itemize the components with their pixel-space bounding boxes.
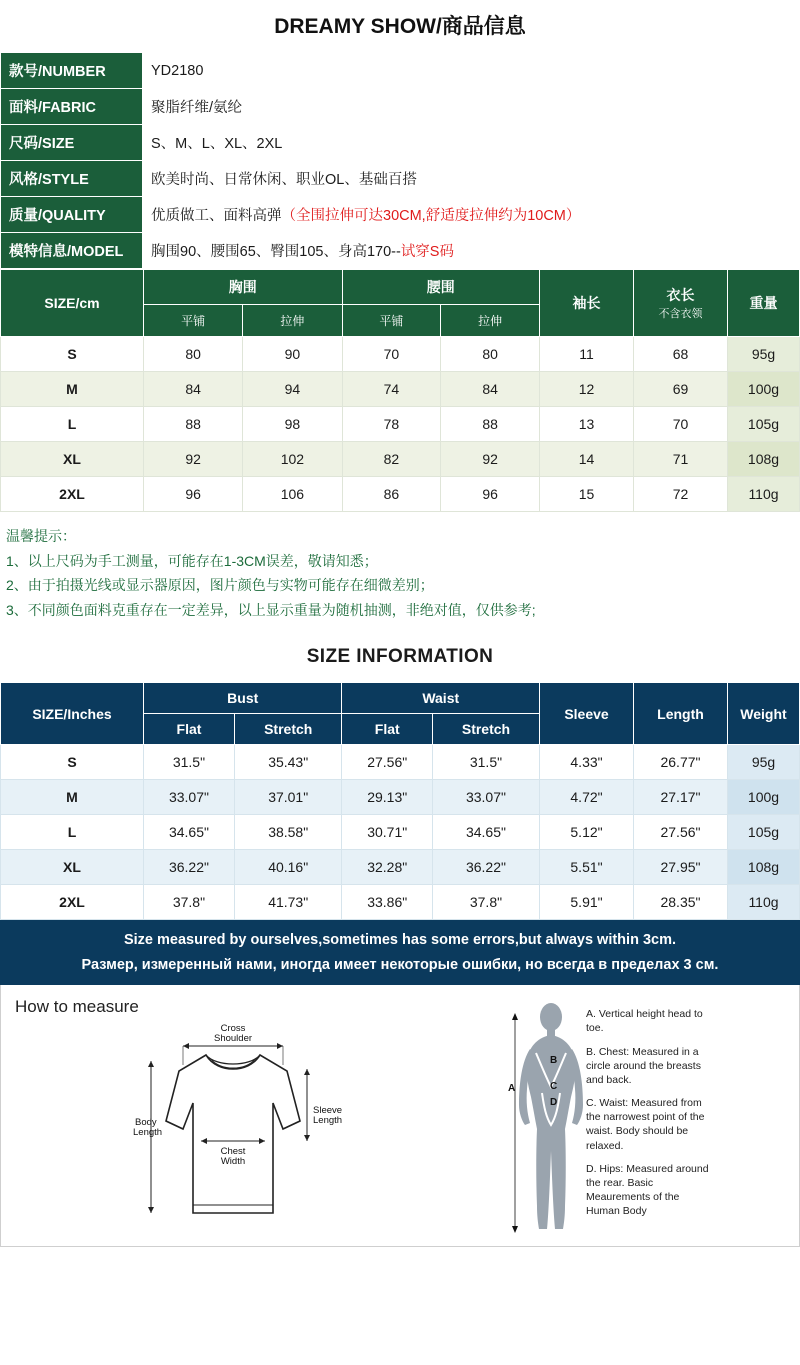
info-label-quality: 质量/QUALITY: [1, 197, 143, 233]
cell-waist-stretch: 37.8": [432, 885, 539, 920]
cell-weight: 110g: [728, 885, 800, 920]
svg-text:Shoulder: Shoulder: [213, 1033, 253, 1045]
cell-size: S: [1, 337, 144, 372]
page-title-cn: DREAMY SHOW/商品信息: [274, 15, 526, 38]
cell-bust-stretch: 40.16": [234, 850, 342, 885]
cell-weight: 108g: [728, 850, 800, 885]
cell-size: S: [1, 745, 144, 780]
col-sleeve-in: Sleeve: [540, 683, 634, 745]
cell-size: M: [1, 780, 144, 815]
cell-sleeve: 4.33": [540, 745, 634, 780]
cell-waist-flat: 82: [342, 442, 441, 477]
info-value-fabric: 聚脂纤维/氨纶: [143, 89, 800, 125]
col-length-in: Length: [634, 683, 728, 745]
model-note: 试穿S码: [400, 244, 454, 260]
quality-note: （全围拉伸可达30CM,舒适度拉伸约为10CM）: [281, 208, 581, 224]
size-chart-inches: [0, 682, 800, 920]
table-row: [1, 89, 800, 125]
col-length-cm: [634, 270, 728, 337]
col-bust-stretch-in: Stretch: [234, 714, 342, 745]
cell-length: 27.95": [634, 850, 728, 885]
info-label-fabric: 面料/FABRIC: [1, 89, 143, 125]
col-weight-cm: 重量: [728, 270, 800, 337]
cell-weight: 95g: [728, 337, 800, 372]
col-weight-in: Weight: [728, 683, 800, 745]
cell-bust-stretch: 102: [243, 442, 342, 477]
col-bust-in: Bust: [144, 683, 342, 714]
cell-waist-stretch: 36.22": [432, 850, 539, 885]
cell-bust-flat: 33.07": [144, 780, 235, 815]
info-label-number: 款号/NUMBER: [1, 53, 143, 89]
cell-size: XL: [1, 442, 144, 477]
cell-sleeve: 14: [540, 442, 634, 477]
table-row: [1, 850, 800, 885]
cell-waist-flat: 30.71": [342, 815, 432, 850]
cell-weight: 110g: [728, 477, 800, 512]
warm-tips-line-2: 2、由于拍摄光线或显示器原因，图片颜色与实物可能存在细微差别；: [6, 577, 434, 593]
garment-diagram: [121, 1013, 381, 1228]
col-bust-flat-in: Flat: [144, 714, 235, 745]
measure-disclaimer-banner: [0, 920, 800, 985]
cell-bust-flat: 80: [144, 337, 243, 372]
info-value-number: YD2180: [143, 53, 800, 89]
col-size-cm: SIZE/cm: [1, 270, 144, 337]
cell-bust-flat: 88: [144, 407, 243, 442]
warm-tips-title: 温馨提示：: [6, 528, 76, 544]
cell-length: 69: [634, 372, 728, 407]
cell-waist-flat: 70: [342, 337, 441, 372]
cell-waist-flat: 29.13": [342, 780, 432, 815]
svg-text:Length: Length: [133, 1127, 163, 1139]
table-row: [1, 477, 800, 512]
cell-bust-stretch: 98: [243, 407, 342, 442]
cell-bust-stretch: 41.73": [234, 885, 342, 920]
cell-size: M: [1, 372, 144, 407]
page-title-en: SIZE INFORMATION: [306, 646, 494, 667]
cell-waist-stretch: 88: [441, 407, 540, 442]
col-length-cm-sub: 不含衣领: [658, 308, 703, 320]
cell-weight: 105g: [728, 815, 800, 850]
cell-size: 2XL: [1, 885, 144, 920]
cell-weight: 108g: [728, 442, 800, 477]
svg-text:C: C: [550, 1081, 558, 1093]
svg-text:D: D: [550, 1097, 558, 1109]
cell-weight: 100g: [728, 372, 800, 407]
cell-waist-flat: 86: [342, 477, 441, 512]
cell-bust-flat: 84: [144, 372, 243, 407]
cell-length: 72: [634, 477, 728, 512]
info-value-quality: [143, 197, 800, 233]
table-row: [1, 197, 800, 233]
product-info-table: [0, 52, 800, 269]
cell-bust-flat: 36.22": [144, 850, 235, 885]
cell-sleeve: 5.91": [540, 885, 634, 920]
cell-waist-stretch: 92: [441, 442, 540, 477]
cell-waist-stretch: 80: [441, 337, 540, 372]
col-bust-cm: 胸围: [144, 270, 343, 305]
table-row: [1, 337, 800, 372]
svg-text:Chest: Chest: [220, 1146, 246, 1158]
body-measurement-diagram: [506, 1001, 596, 1236]
col-waist-stretch-in: Stretch: [432, 714, 539, 745]
cell-waist-stretch: 31.5": [432, 745, 539, 780]
table-row: [1, 53, 800, 89]
col-bust-flat-cm: 平铺: [144, 305, 243, 337]
cell-bust-flat: 31.5": [144, 745, 235, 780]
table-header-row: [1, 683, 800, 714]
col-size-in: SIZE/Inches: [1, 683, 144, 745]
cell-sleeve: 13: [540, 407, 634, 442]
cell-sleeve: 4.72": [540, 780, 634, 815]
size-chart-cm: [0, 269, 800, 512]
cell-size: XL: [1, 850, 144, 885]
how-to-measure-section: [0, 985, 800, 1247]
how-to-measure-title: How to measure: [15, 997, 139, 1017]
col-bust-stretch-cm: 拉伸: [243, 305, 342, 337]
svg-text:Sleeve: Sleeve: [313, 1105, 343, 1117]
info-label-style: 风格/STYLE: [1, 161, 143, 197]
info-label-size: 尺码/SIZE: [1, 125, 143, 161]
cell-waist-stretch: 84: [441, 372, 540, 407]
col-length-cm-main: 衣长: [666, 287, 695, 303]
legend-item-c: C. Waist: Measured from the narrowest point of the waist. Body should be relaxed.: [586, 1097, 705, 1152]
warm-tips: [0, 512, 800, 628]
col-waist-flat-in: Flat: [342, 714, 432, 745]
legend-item-d: D. Hips: Measured around the rear. Basic Meaurements of the Human Body: [586, 1162, 709, 1218]
info-value-size: S、M、L、XL、2XL: [143, 125, 800, 161]
info-label-model: 模特信息/MODEL: [1, 233, 143, 269]
warm-tips-line-1: 1、以上尺码为手工测量，可能存在1-3CM误差，敬请知悉；: [6, 552, 378, 569]
svg-text:Cross: Cross: [220, 1023, 246, 1035]
table-header-row: [1, 270, 800, 305]
cell-sleeve: 11: [540, 337, 634, 372]
svg-text:B: B: [550, 1055, 558, 1067]
cell-weight: 100g: [728, 780, 800, 815]
col-waist-flat-cm: 平铺: [342, 305, 441, 337]
info-value-model: [143, 233, 800, 269]
col-waist-cm: 腰围: [342, 270, 540, 305]
cell-bust-flat: 34.65": [144, 815, 235, 850]
warm-tips-line-3: 3、不同颜色面料克重存在一定差异，以上显示重量为随机抽测，非绝对值，仅供参考;: [6, 601, 536, 618]
model-text: 胸围90、腰围65、臀围105、身高170--: [151, 244, 401, 260]
cell-bust-stretch: 38.58": [234, 815, 342, 850]
measurement-legend: [586, 1007, 716, 1227]
cell-bust-flat: 37.8": [144, 885, 235, 920]
table-row: [1, 815, 800, 850]
cell-weight: 95g: [728, 745, 800, 780]
cell-bust-stretch: 106: [243, 477, 342, 512]
cell-length: 70: [634, 407, 728, 442]
cell-length: 26.77": [634, 745, 728, 780]
legend-item-b: B. Chest: Measured in a circle around the breasts and back.: [586, 1045, 701, 1086]
cell-bust-stretch: 35.43": [234, 745, 342, 780]
svg-text:Body: Body: [135, 1117, 157, 1129]
table-row: [1, 745, 800, 780]
cell-length: 27.17": [634, 780, 728, 815]
table-row: [1, 372, 800, 407]
cell-size: L: [1, 815, 144, 850]
cell-length: 28.35": [634, 885, 728, 920]
cell-waist-flat: 32.28": [342, 850, 432, 885]
col-waist-in: Waist: [342, 683, 540, 714]
col-sleeve-cm: 袖长: [540, 270, 634, 337]
cell-bust-stretch: 90: [243, 337, 342, 372]
cell-weight: 105g: [728, 407, 800, 442]
cell-waist-stretch: 96: [441, 477, 540, 512]
table-row: [1, 780, 800, 815]
table-row: [1, 442, 800, 477]
svg-text:Width: Width: [220, 1156, 246, 1168]
table-row: [1, 233, 800, 269]
table-row: [1, 125, 800, 161]
legend-item-a: A. Vertical height head to toe.: [586, 1008, 703, 1035]
table-row: [1, 407, 800, 442]
cell-waist-stretch: 33.07": [432, 780, 539, 815]
cell-length: 27.56": [634, 815, 728, 850]
cell-sleeve: 15: [540, 477, 634, 512]
cell-bust-flat: 96: [144, 477, 243, 512]
cell-waist-stretch: 34.65": [432, 815, 539, 850]
quality-text: 优质做工、面料高弹: [151, 208, 282, 224]
cell-bust-flat: 92: [144, 442, 243, 477]
cell-waist-flat: 78: [342, 407, 441, 442]
svg-text:A: A: [508, 1083, 516, 1095]
cell-size: L: [1, 407, 144, 442]
cell-size: 2XL: [1, 477, 144, 512]
cell-sleeve: 5.51": [540, 850, 634, 885]
cell-sleeve: 12: [540, 372, 634, 407]
banner-line-ru: Размер, измеренный нами, иногда имеет некоторые ошибки, но всегда в пределах 3 см.: [81, 956, 719, 973]
svg-text:Length: Length: [313, 1115, 343, 1127]
cell-waist-flat: 33.86": [342, 885, 432, 920]
cell-waist-flat: 74: [342, 372, 441, 407]
cell-length: 71: [634, 442, 728, 477]
col-waist-stretch-cm: 拉伸: [441, 305, 540, 337]
cell-sleeve: 5.12": [540, 815, 634, 850]
cell-bust-stretch: 94: [243, 372, 342, 407]
cell-bust-stretch: 37.01": [234, 780, 342, 815]
banner-line-en: Size measured by ourselves,sometimes has some errors,but always within 3cm.: [123, 932, 677, 948]
cell-waist-flat: 27.56": [342, 745, 432, 780]
table-row: [1, 161, 800, 197]
cell-length: 68: [634, 337, 728, 372]
table-row: [1, 885, 800, 920]
info-value-style: 欧美时尚、日常休闲、职业OL、基础百搭: [143, 161, 800, 197]
